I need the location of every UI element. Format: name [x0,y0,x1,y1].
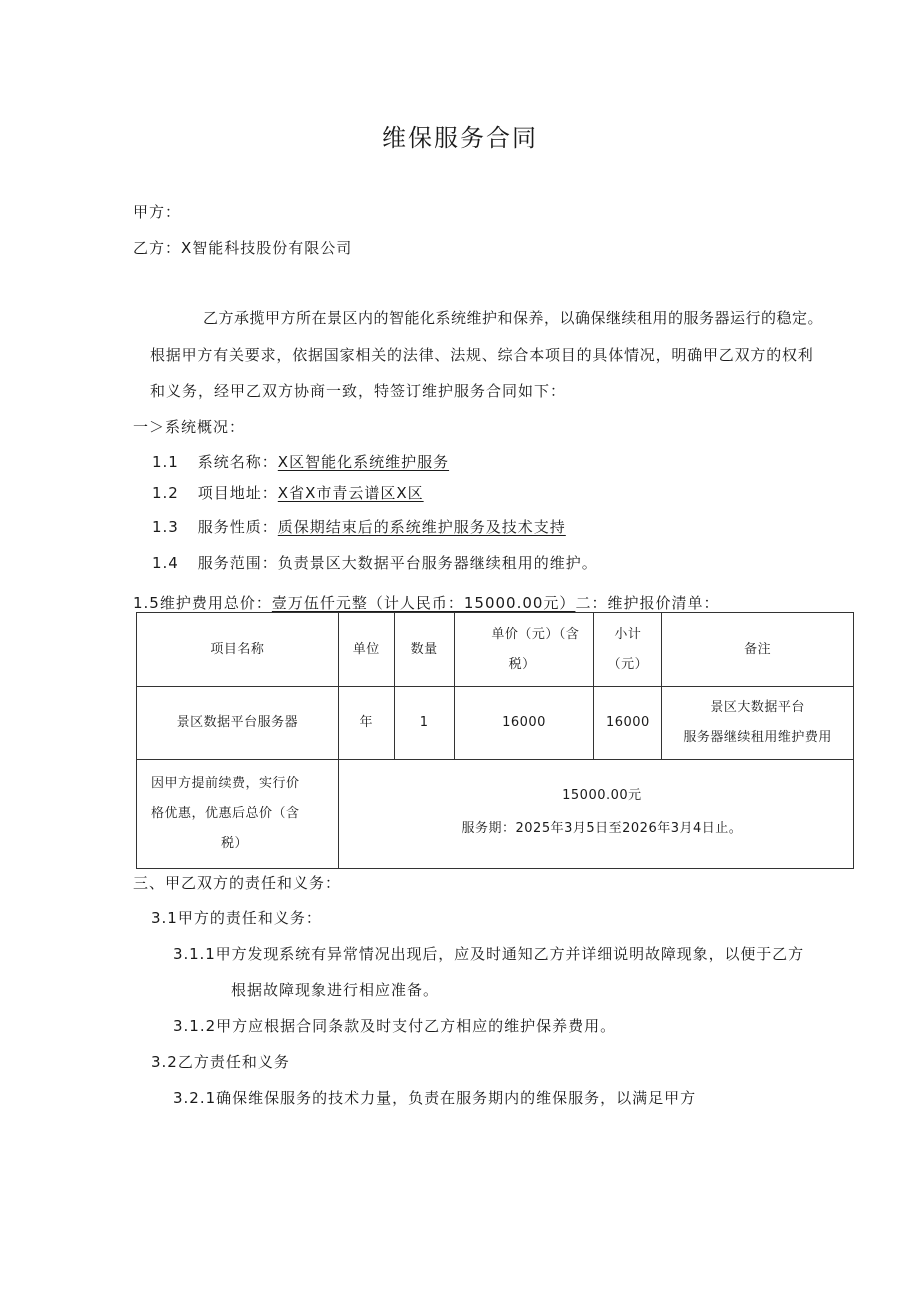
overview-item [152,482,424,503]
table-header-row [137,613,854,687]
service-period: 服务期：2025年3月5日至2026年3月4日止。 [461,821,743,836]
item-label: 项目地址： [197,484,278,502]
table-summary-row [137,760,854,869]
cell-remark-line: 服务器继续租用维护费用 [683,730,832,745]
summary-label-line: 格优惠，优惠后总价（含 [151,806,300,821]
section-3-heading: 三、甲乙双方的责任和义务： [133,874,342,892]
header-subtotal [594,613,662,687]
item-number: 1.2 [152,484,179,502]
header-unit: 单位 [338,613,394,687]
item-number: 1.4 [152,554,179,572]
fee-line [133,592,719,613]
party-b-line: 乙方：X智能科技股份有限公司 [133,239,353,257]
cell-subtotal: 16000 [594,687,662,760]
item-value: X省X市青云谱区X区 [277,484,424,502]
summary-label-line: 税） [221,836,249,851]
fee-value: 壹万伍仟元整（计人民币：15000.00元） [271,594,576,612]
item-value: X区智能化系统维护服务 [277,453,450,471]
section-1-heading: 一＞系统概况： [133,418,246,436]
cell-remark [662,687,854,760]
clause-3-1-1-cont: 根据故障现象进行相应准备。 [231,981,440,999]
item-number: 1.1 [152,453,179,471]
header-remark: 备注 [662,613,854,687]
header-subtotal-line: （元） [607,656,649,672]
overview-item [152,552,598,573]
table-row [137,687,854,760]
header-item-name: 项目名称 [137,613,339,687]
fee-label: 1.5维护费用总价： [133,594,272,612]
header-unit-price [454,613,594,687]
intro-line-1: 乙方承揽甲方所在景区内的智能化系统维护和保养，以确保继续租用的服务器运行的稳定。 [203,309,824,327]
intro-line-3: 和义务，经甲乙双方协商一致，特签订维护服务合同如下： [150,382,567,400]
summary-total-cell [338,760,853,869]
intro-line-2: 根据甲方有关要求，依据国家相关的法律、法规、综合本项目的具体情况，明确甲乙双方的权利 [150,346,814,364]
item-number: 1.3 [152,518,179,536]
clause-3-1: 3.1甲方的责任和义务： [151,909,322,927]
summary-total: 15000.00元 [562,788,642,803]
quote-table [136,612,854,869]
summary-label-line: 因甲方提前续费，实行价 [151,776,300,791]
cell-unit: 年 [338,687,394,760]
party-a-line: 甲方： [133,203,182,221]
item-value: 质保期结束后的系统维护服务及技术支持 [277,518,566,536]
clause-3-2-1: 3.2.1确保维保服务的技术力量，负责在服务期内的维保服务，以满足甲方 [173,1089,697,1107]
header-quantity: 数量 [394,613,454,687]
quote-heading: 二：维护报价清单： [575,594,720,612]
item-label: 系统名称： [197,453,278,471]
item-label: 服务性质： [197,518,278,536]
page-title: 维保服务合同 [382,124,538,152]
item-value: 负责景区大数据平台服务器继续租用的维护。 [277,554,598,572]
cell-remark-line: 景区大数据平台 [710,700,805,715]
header-unit-price-line: 税） [508,656,536,672]
cell-item-name: 景区数据平台服务器 [137,687,339,760]
header-unit-price-line: 单价（元）（含 [491,626,580,642]
clause-3-2: 3.2乙方责任和义务 [151,1053,290,1071]
header-subtotal-line: 小计 [614,626,642,642]
cell-unit-price: 16000 [454,687,594,760]
item-label: 服务范围： [197,554,278,572]
clause-3-1-1: 3.1.1甲方发现系统有异常情况出现后，应及时通知乙方并详细说明故障现象，以便于乙方 [173,945,804,963]
clause-3-1-2: 3.1.2甲方应根据合同条款及时支付乙方相应的维护保养费用。 [173,1017,617,1035]
overview-item [152,451,449,472]
cell-quantity: 1 [394,687,454,760]
summary-label [137,760,339,869]
overview-item [152,516,566,537]
